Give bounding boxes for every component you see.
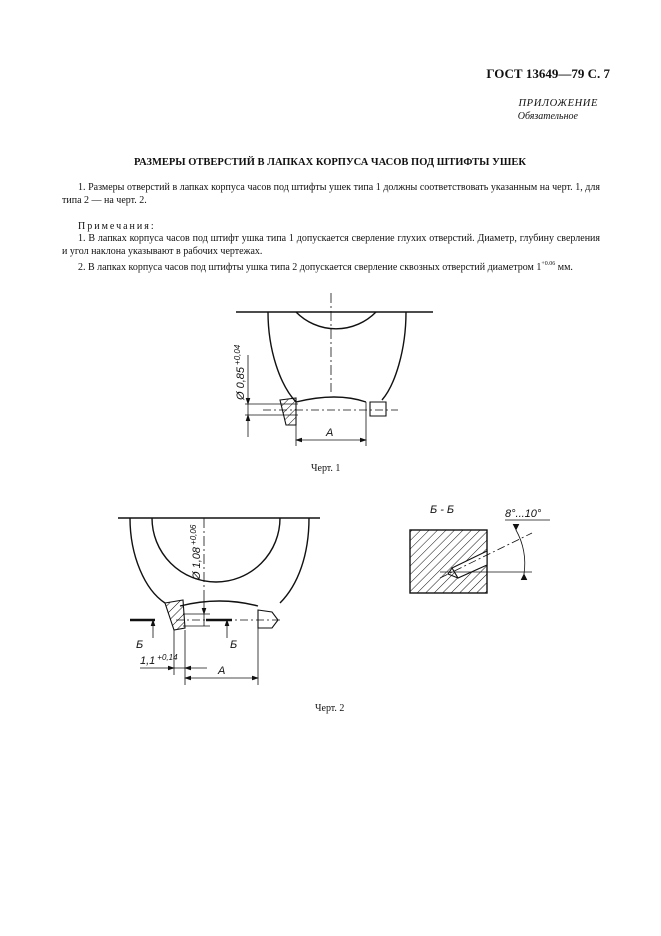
fig1-dim-a-label: A — [326, 427, 334, 439]
fig1-diameter-value: Ø 0,85 — [235, 366, 247, 400]
section-angle-arrow-bottom — [521, 574, 527, 580]
fig1-hatched-section-left — [280, 398, 296, 425]
fig1-diameter-tolerance: +0,04 — [233, 344, 242, 365]
fig2-arrow-offset-right — [185, 666, 191, 670]
notes-heading: Примечания: — [78, 221, 156, 232]
fig1-arrow-down — [246, 415, 250, 421]
fig2-section-mark-right: Б — [230, 639, 238, 651]
section-angle-arc — [516, 530, 525, 574]
fig1-inner-arc — [296, 312, 376, 329]
fig1-caption: Черт. 1 — [311, 463, 341, 474]
fig2-offset-tolerance: +0,14 — [157, 653, 178, 662]
note-2-unit: мм. — [557, 262, 573, 273]
fig2-hatched-section-left — [165, 600, 185, 630]
appendix-label: ПРИЛОЖЕНИЕ — [518, 98, 598, 109]
fig1-arrow-a-right — [360, 438, 366, 442]
section-angle-arrow-top — [513, 524, 519, 530]
fig2-offset-value: 1,1 — [140, 655, 156, 667]
note-2-text: 2. В лапках корпуса часов под штифты ушка типа 2 допускается сверление сквозных отверстий диаметром — [78, 262, 534, 273]
fig2-hole-right — [258, 610, 278, 628]
fig2-diameter-tolerance: +0,06 — [189, 524, 198, 545]
fig2-arrow-a-left — [185, 676, 191, 680]
fig2-diameter-label — [189, 524, 203, 581]
note-2-value: 1 — [536, 262, 542, 273]
fig2-dim-a-label: A — [218, 665, 226, 677]
section-b-b — [410, 520, 550, 593]
fig2-section-mark-left: Б — [136, 639, 144, 651]
section-angle-label: 8°...10° — [505, 508, 542, 520]
fig2-lower-edge — [180, 601, 258, 606]
fig1-hole-right — [370, 402, 386, 416]
page-header: ГОСТ 13649—79 С. 7 — [486, 66, 610, 81]
fig2-offset-label — [140, 653, 178, 667]
fig1-lug-outer-left — [268, 312, 296, 402]
fig1-lug-outer-right — [382, 312, 406, 400]
fig2-inner-arc — [152, 518, 280, 582]
fig2-diameter-value: Ø 1,08 — [191, 546, 203, 580]
figure-1 — [236, 293, 433, 446]
fig1-arrow-a-left — [296, 438, 302, 442]
fig2-caption: Черт. 2 — [315, 703, 345, 714]
fig2-arrow-diameter — [202, 608, 206, 614]
fig1-lower-edge — [296, 397, 366, 402]
fig1-diameter-label — [233, 344, 247, 401]
fig2-lug-outer-right — [280, 518, 309, 603]
page-title: РАЗМЕРЫ ОТВЕРСТИЙ В ЛАПКАХ КОРПУСА ЧАСОВ ПОД ШТИФТЫ УШЕК — [134, 157, 526, 168]
fig2-lug-outer-left — [130, 518, 165, 603]
fig2-arrow-offset-left — [168, 666, 174, 670]
appendix-status: Обязательное — [517, 111, 578, 122]
note-2-tolerance: +0.06 — [541, 261, 556, 267]
section-title: Б - Б — [430, 504, 455, 516]
paragraph-1-text: 1. Размеры отверстий в лапках корпуса часов под штифты ушек типа 1 должны соответствовать указанным на черт. 1, для типа 2 — на черт. 2. — [62, 182, 600, 206]
fig2-arrow-a-right — [252, 676, 258, 680]
note-1-text: 1. В лапках корпуса часов под штифт ушка типа 1 допускается сверление глухих отверстий. Диаметр, глубину сверления и угол наклона указывают в рабочих чертежах. — [62, 233, 600, 257]
